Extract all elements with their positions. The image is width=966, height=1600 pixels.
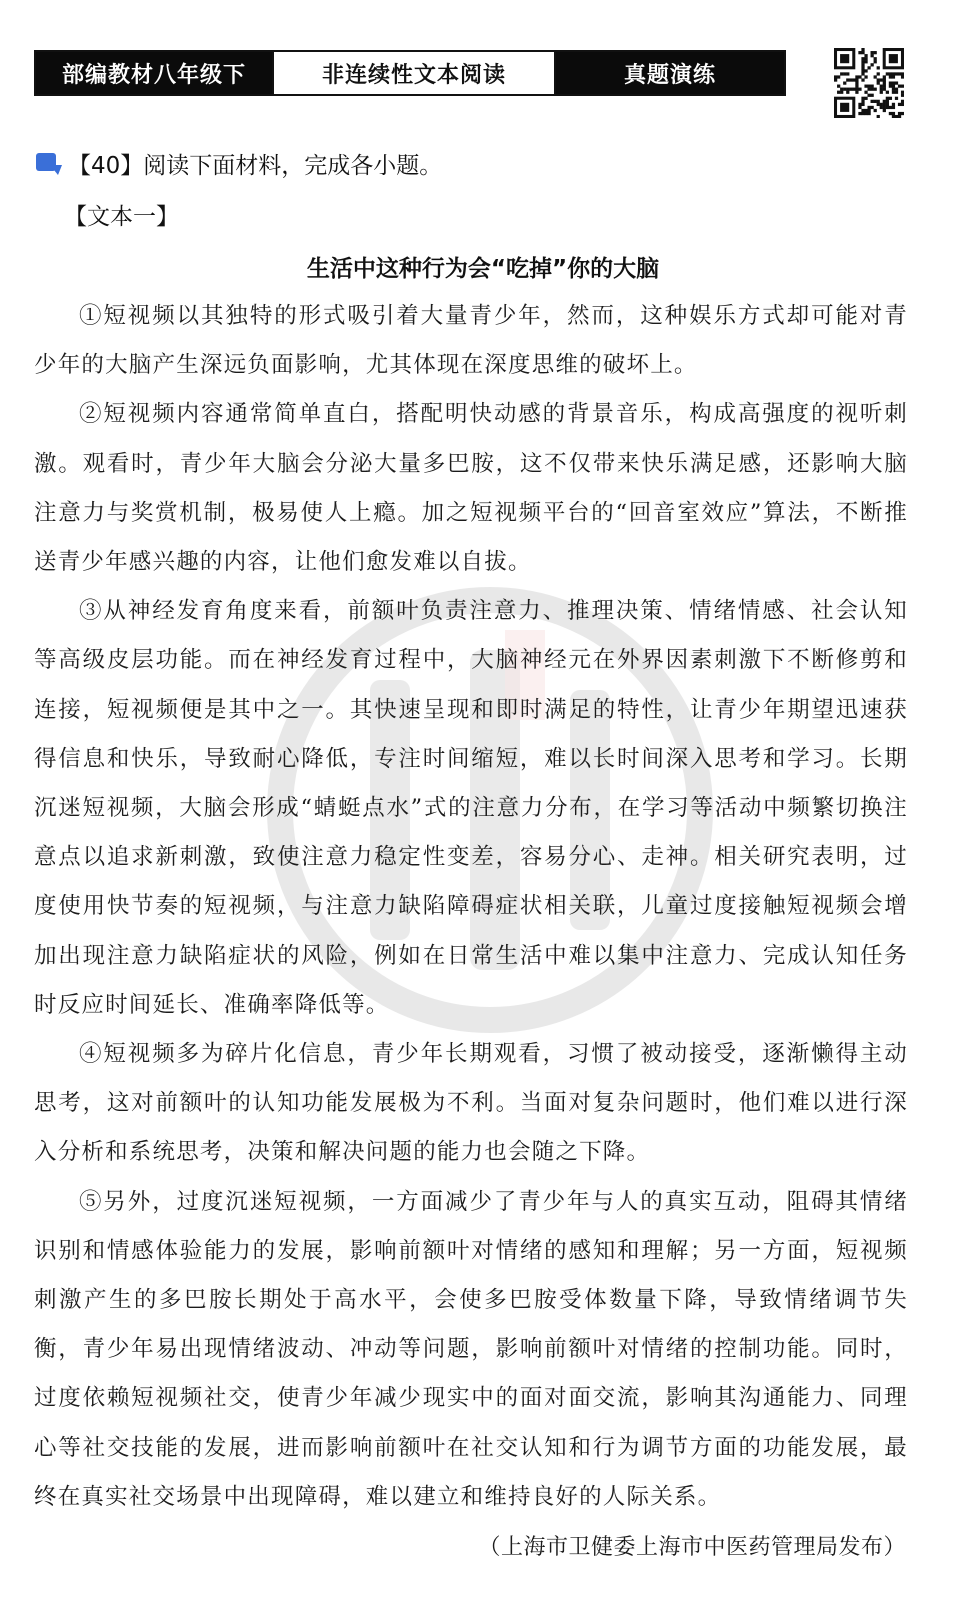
blue-bookmark-icon	[36, 151, 62, 175]
paragraph-1: ①短视频以其独特的形式吸引着大量青少年，然而，这种娱乐方式却可能对青少年的大脑产生深远负面影响，尤其体现在深度思维的破坏上。	[34, 303, 908, 379]
question-text: 【40】阅读下面材料，完成各小题。	[68, 152, 443, 179]
article-body	[34, 292, 908, 1522]
qr-code-icon	[834, 48, 904, 118]
header-cell-topic: 非连续性文本阅读	[272, 52, 556, 94]
paragraph-5: ⑤另外，过度沉迷短视频，一方面减少了青少年与人的真实互动，阻碍其情绪识别和情感体验能力的发展，影响前额叶对情绪的感知和理解；另一方面，短视频刺激产生的多巴胺长期处于高水平，会使多巴胺受体数量下降，导致情绪调节失衡，青少年易出现情绪波动、冲动等问题，影响前额叶对情绪的控制功能。同时，过度依赖短视频社交，使青少年减少现实中的面对面交流，影响其沟通能力、同理心等社交技能的发展，进而影响前额叶在社交认知和行为调节方面的功能发展，最终在真实社交场景中出现障碍，难以建立和维持良好的人际关系。	[34, 1188, 908, 1510]
article-source: （上海市卫健委上海市中医药管理局发布）	[478, 1535, 906, 1560]
paragraph-2: ②短视频内容通常简单直白，搭配明快动感的背景音乐，构成高强度的视听刺激。观看时，青少年大脑会分泌大量多巴胺，这不仅带来快乐满足感，还影响大脑注意力与奖赏机制，极易使人上瘾。加之短视频平台的“回音室效应”算法，不断推送青少年感兴趣的内容，让他们愈发难以自拔。	[34, 401, 908, 576]
text-one-label: 【文本一】	[64, 204, 179, 230]
article-title: 生活中这种行为会“吃掉”你的大脑	[306, 256, 660, 282]
paragraph-3: ③从神经发育角度来看，前额叶负责注意力、推理决策、情绪情感、社会认知等高级皮层功能。而在神经发育过程中，大脑神经元在外界因素刺激下不断修剪和连接，短视频便是其中之一。其快速呈现和即时满足的特性，让青少年期望迅速获得信息和快乐，导致耐心降低，专注时间缩短，难以长时间深入思考和学习。长期沉迷短视频，大脑会形成“蜻蜓点水”式的注意力分布，在学习等活动中频繁切换注意点以追求新刺激，致使注意力稳定性变差，容易分心、走神。相关研究表明，过度使用快节奏的短视频，与注意力缺陷障碍症状相关联，儿童过度接触短视频会增加出现注意力缺陷症状的风险，例如在日常生活中难以集中注意力、完成认知任务时反应时间延长、准确率降低等。	[34, 598, 908, 1018]
paragraph-4: ④短视频多为碎片化信息，青少年长期观看，习惯了被动接受，逐渐懒得主动思考，这对前额叶的认知功能发展极为不利。当面对复杂问题时，他们难以进行深入分析和系统思考，决策和解决问题的能力也会随之下降。	[34, 1041, 908, 1166]
header-bar	[34, 50, 786, 96]
question-heading	[36, 143, 442, 183]
header-cell-practice: 真题演练	[556, 52, 784, 94]
header-cell-textbook: 部编教材八年级下	[36, 52, 272, 94]
